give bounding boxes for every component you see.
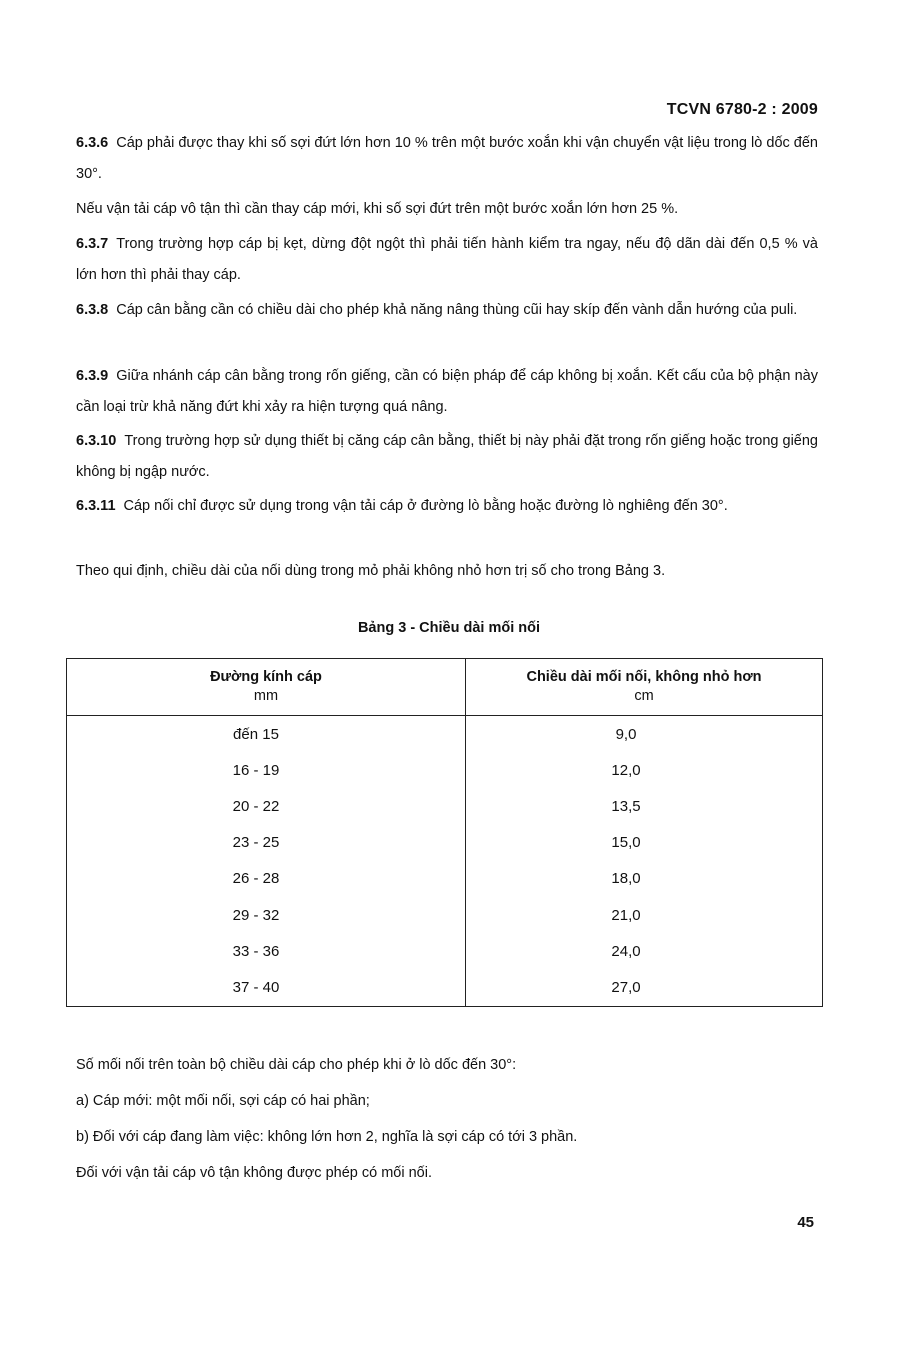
list-item-text: a) Cáp mới: một mối nối, sợi cáp có hai phần; [76, 1093, 370, 1109]
paragraph-table-reference [76, 556, 818, 587]
table-row [67, 716, 823, 753]
paragraph-splice-count [76, 1050, 818, 1081]
clause-number: 6.3.7 [76, 236, 109, 252]
header-label: Chiều dài mối nối, không nhỏ hơn [526, 669, 762, 685]
diameter-cell: 37 - 40 [67, 969, 466, 1006]
diameter-cell: 26 - 28 [67, 861, 466, 897]
page-number: 45 [797, 1214, 814, 1231]
header-unit: cm [634, 688, 654, 704]
list-item-new-cable [76, 1086, 818, 1117]
length-cell: 24,0 [611, 942, 641, 960]
length-cell: 13,5 [611, 797, 641, 815]
column-header-length [466, 659, 823, 716]
clause-text: Cáp phải được thay khi số sợi đứt lớn hơn 10 % trên một bước xoắn khi vận chuyển vật liệu trong lò dốc đến 30°. [76, 135, 818, 182]
diameter-cell: 16 - 19 [67, 752, 466, 788]
paragraph-6-3-9 [76, 361, 818, 423]
length-cell: 15,0 [611, 834, 641, 852]
paragraph-6-3-11 [76, 491, 818, 522]
column-header-diameter [67, 659, 466, 716]
splice-length-table [66, 658, 823, 1007]
table-row [67, 788, 823, 824]
clause-text: Trong trường hợp cáp bị kẹt, dừng đột ngột thì phải tiến hành kiểm tra ngay, nếu độ dãn dài đến 0,5 % và lớn hơn thì phải thay cáp. [76, 236, 818, 283]
table-row [67, 897, 823, 933]
paragraph-endless-cable [76, 194, 818, 225]
paragraph-text: Số mối nối trên toàn bộ chiều dài cáp cho phép khi ở lò dốc đến 30°: [76, 1057, 517, 1073]
diameter-cell: 23 - 25 [67, 825, 466, 861]
paragraph-6-3-10 [76, 426, 818, 488]
clause-text: Trong trường hợp sử dụng thiết bị căng cáp cân bằng, thiết bị này phải đặt trong rốn giếng hoặc trong giếng không bị ngập nước. [76, 433, 818, 480]
table-row [67, 933, 823, 969]
standard-code-header: TCVN 6780-2 : 2009 [666, 101, 818, 118]
table-header-row [67, 659, 823, 716]
diameter-cell: 29 - 32 [67, 897, 466, 933]
paragraph-endless-no-splice [76, 1158, 818, 1189]
paragraph-text: Theo qui định, chiều dài của nối dùng trong mỏ phải không nhỏ hơn trị số cho trong Bảng 3. [76, 563, 666, 579]
paragraph-6-3-8 [76, 295, 818, 326]
paragraph-6-3-6 [76, 128, 818, 190]
table-row [67, 825, 823, 861]
list-item-working-cable [76, 1122, 818, 1153]
clause-text: Giữa nhánh cáp cân bằng trong rốn giếng, cần có biện pháp để cáp không bị xoắn. Kết cấu của bộ phận này cần loại trừ khả năng đứt khi xảy ra hiện tượng quá nâng. [76, 368, 818, 415]
clause-number: 6.3.9 [76, 368, 109, 384]
table-row [67, 752, 823, 788]
length-cell: 9,0 [615, 725, 637, 743]
clause-text: Cáp nối chỉ được sử dụng trong vận tải cáp ở đường lò bằng hoặc đường lò nghiêng đến 30°. [123, 498, 728, 514]
table-row [67, 969, 823, 1006]
header-label: Đường kính cáp [210, 669, 322, 685]
clause-number: 6.3.8 [76, 302, 109, 318]
header-unit: mm [253, 688, 279, 704]
diameter-cell: 33 - 36 [67, 933, 466, 969]
table-row [67, 861, 823, 897]
clause-number: 6.3.11 [76, 498, 116, 514]
length-cell: 18,0 [611, 870, 641, 888]
list-item-text: b) Đối với cáp đang làm việc: không lớn hơn 2, nghĩa là sợi cáp có tới 3 phần. [76, 1129, 578, 1145]
clause-text: Cáp cân bằng cần có chiều dài cho phép khả năng nâng thùng cũi hay skíp đến vành dẫn hướng của puli. [116, 302, 798, 318]
length-cell: 21,0 [611, 906, 641, 924]
length-cell: 12,0 [611, 761, 641, 779]
clause-number: 6.3.10 [76, 433, 117, 449]
paragraph-6-3-7 [76, 229, 818, 291]
paragraph-text: Đối với vận tải cáp vô tận không được phép có mối nối. [76, 1165, 432, 1181]
length-cell: 27,0 [611, 978, 641, 996]
diameter-cell: 20 - 22 [67, 788, 466, 824]
diameter-cell: đến 15 [67, 716, 466, 753]
paragraph-text: Nếu vận tải cáp vô tận thì cần thay cáp mới, khi số sợi đứt trên một bước xoắn lớn hơn 25 %. [76, 201, 679, 217]
table-caption: Bảng 3 - Chiều dài mối nối [357, 620, 541, 636]
clause-number: 6.3.6 [76, 135, 109, 151]
